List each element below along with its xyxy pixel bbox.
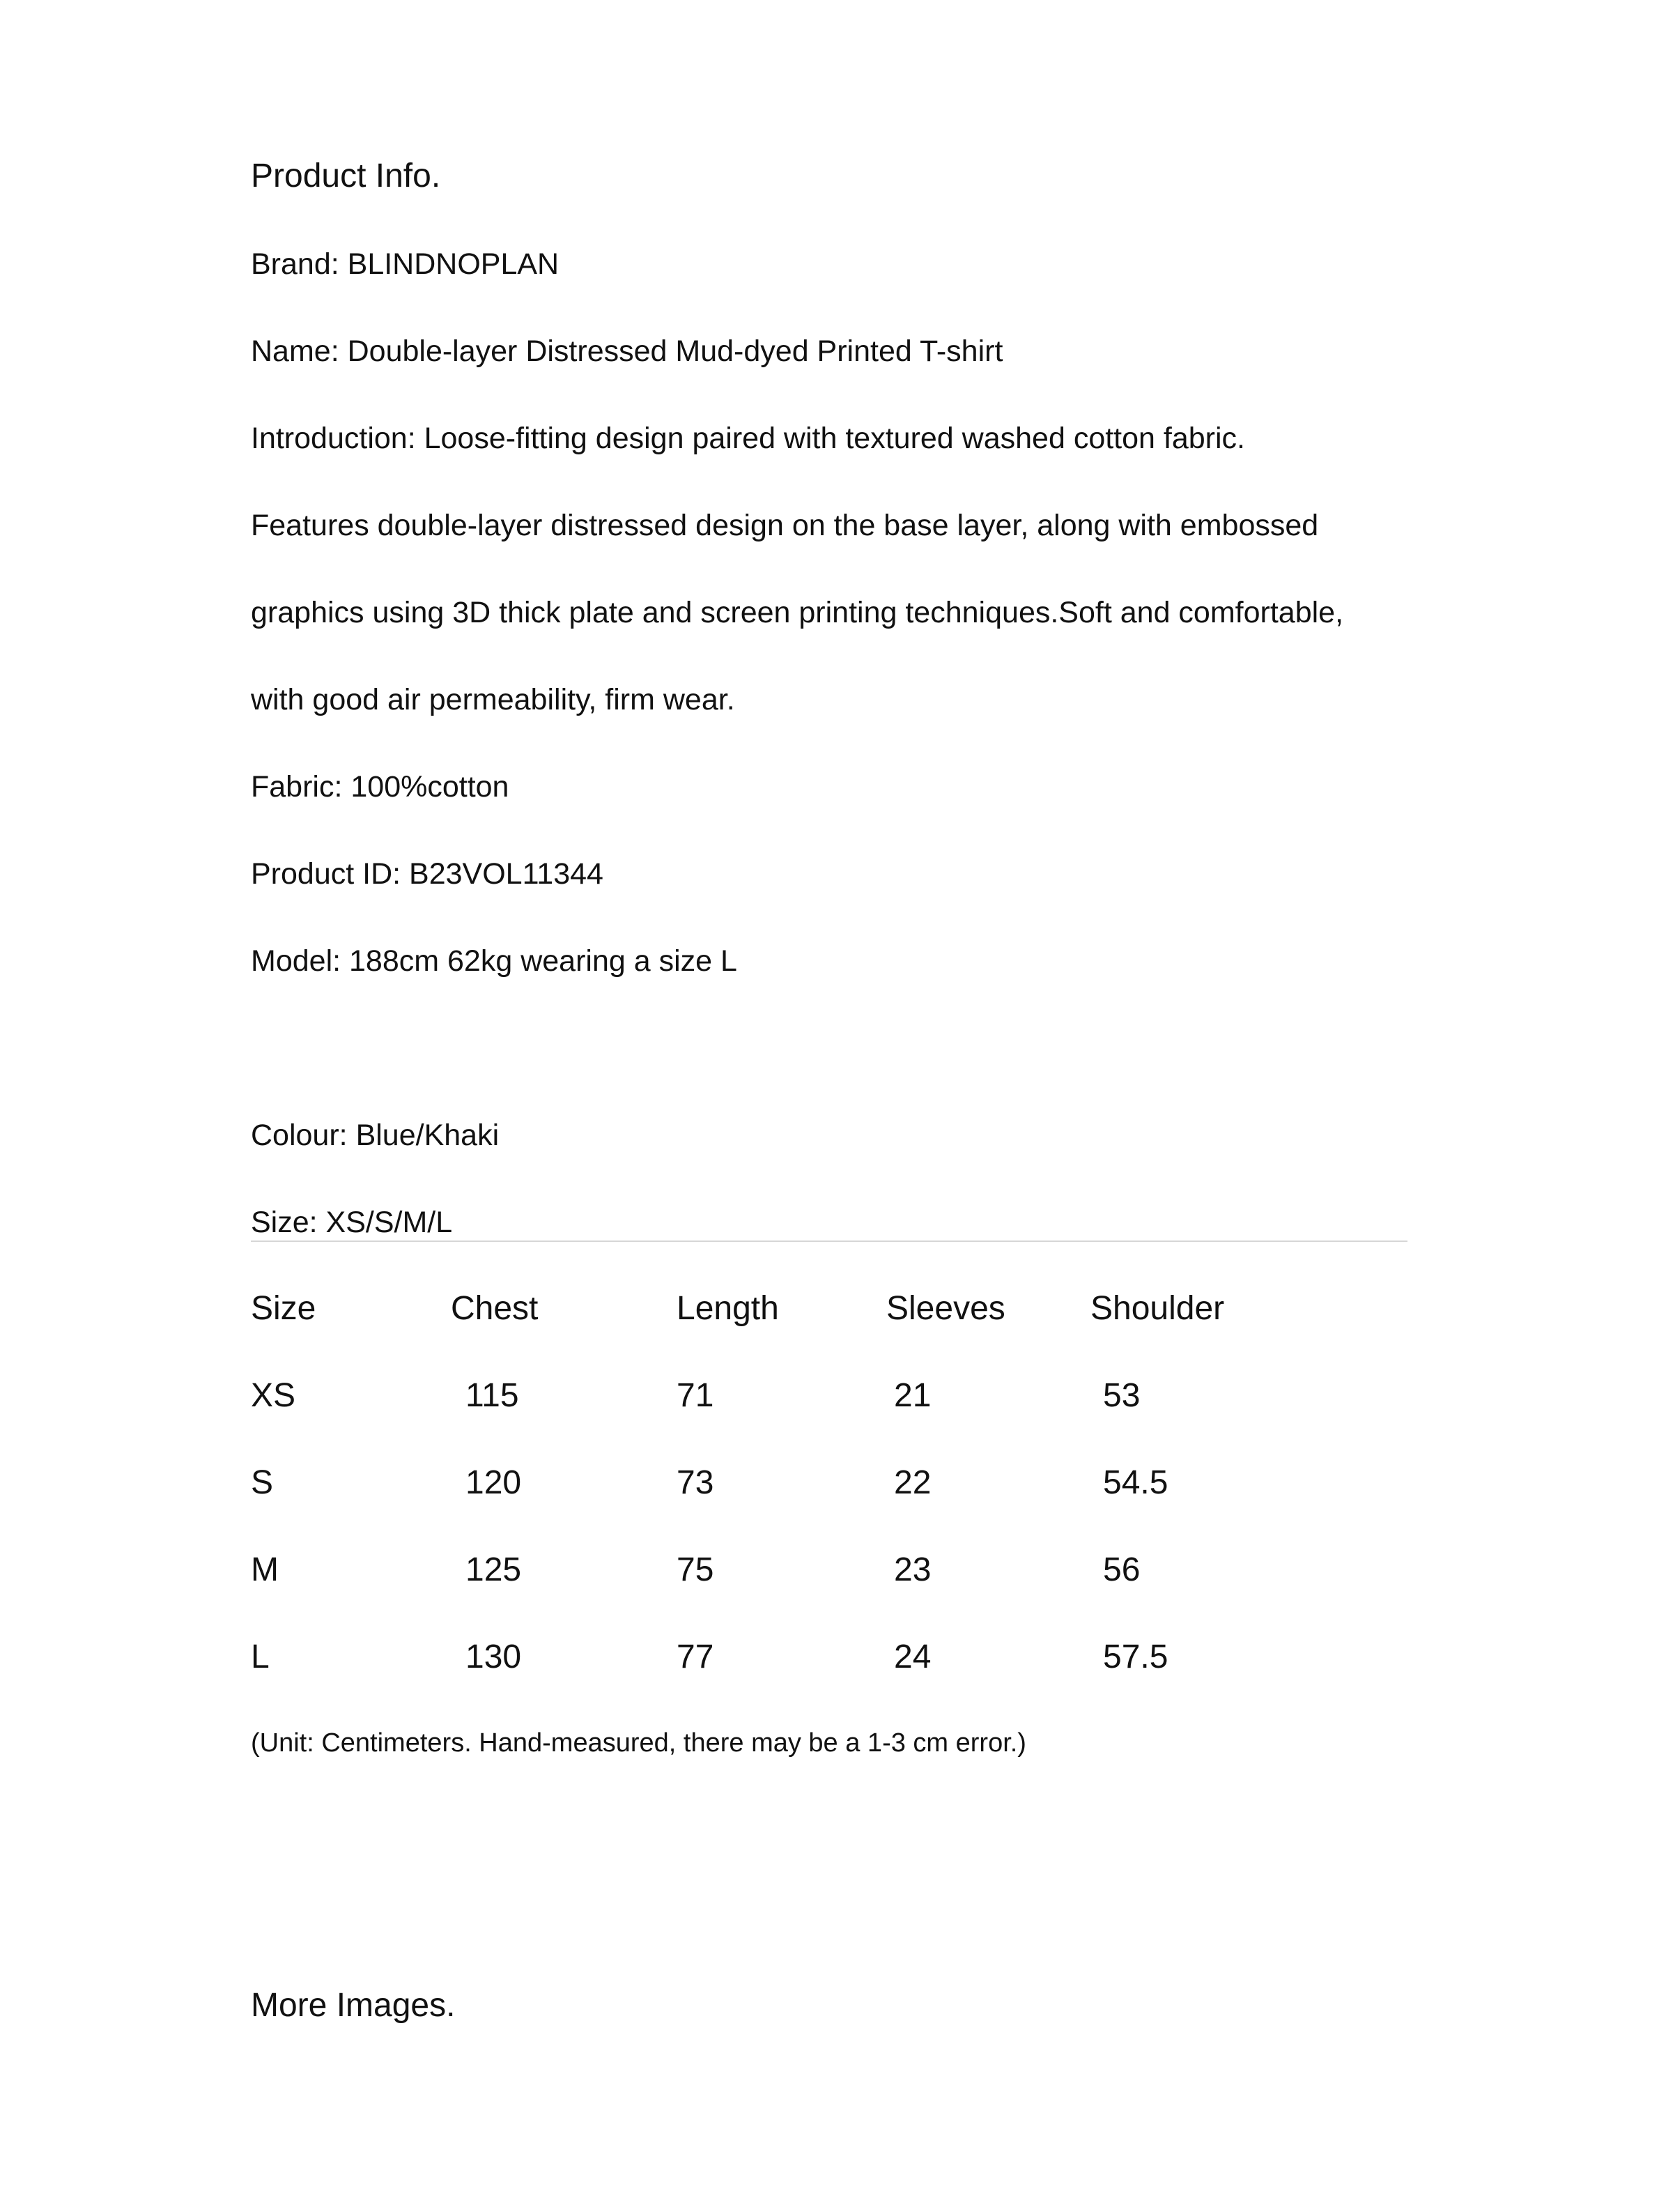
cell-length: 77 [677,1638,714,1675]
introduction-line-4: with good air permeability, firm wear. [251,683,735,716]
header-shoulder: Shoulder [1090,1290,1225,1327]
cell-size: XS [251,1377,296,1414]
cell-chest: 130 [465,1638,522,1675]
size-line: Size: XS/S/M/L [251,1206,453,1239]
header-sleeves: Sleeves [886,1290,1005,1327]
cell-chest: 125 [465,1551,522,1588]
cell-chest: 120 [465,1464,522,1501]
cell-size: L [251,1638,270,1675]
cell-chest: 115 [465,1377,519,1414]
cell-shoulder: 56 [1103,1551,1141,1588]
cell-size: S [251,1464,274,1501]
cell-sleeves: 22 [894,1464,932,1501]
introduction-line-3: graphics using 3D thick plate and screen printing techniques.Soft and comfortable, [251,596,1344,629]
product-info-heading: Product Info. [251,158,441,194]
introduction-line-1: Introduction: Loose-fitting design paired with textured washed cotton fabric. [251,422,1245,455]
cell-sleeves: 21 [894,1377,932,1414]
cell-size: M [251,1551,279,1588]
fabric-line: Fabric: 100%cotton [251,770,509,804]
cell-sleeves: 24 [894,1638,932,1675]
cell-length: 75 [677,1551,714,1588]
cell-length: 71 [677,1377,714,1414]
cell-shoulder: 54.5 [1103,1464,1168,1501]
introduction-line-2: Features double-layer distressed design on the base layer, along with embossed [251,509,1319,542]
model-line: Model: 188cm 62kg wearing a size L [251,944,737,978]
header-size: Size [251,1290,316,1327]
divider [251,1241,1407,1242]
header-chest: Chest [451,1290,539,1327]
header-length: Length [677,1290,779,1327]
more-images-heading: More Images. [251,1987,456,2024]
cell-sleeves: 23 [894,1551,932,1588]
size-note: (Unit: Centimeters. Hand-measured, there may be a 1-3 cm error.) [251,1728,1026,1758]
colour-line: Colour: Blue/Khaki [251,1119,500,1152]
cell-shoulder: 53 [1103,1377,1141,1414]
cell-shoulder: 57.5 [1103,1638,1168,1675]
brand-line: Brand: BLINDNOPLAN [251,247,560,281]
name-line: Name: Double-layer Distressed Mud-dyed Printed T-shirt [251,335,1003,368]
cell-length: 73 [677,1464,714,1501]
product-id-line: Product ID: B23VOL11344 [251,857,603,891]
